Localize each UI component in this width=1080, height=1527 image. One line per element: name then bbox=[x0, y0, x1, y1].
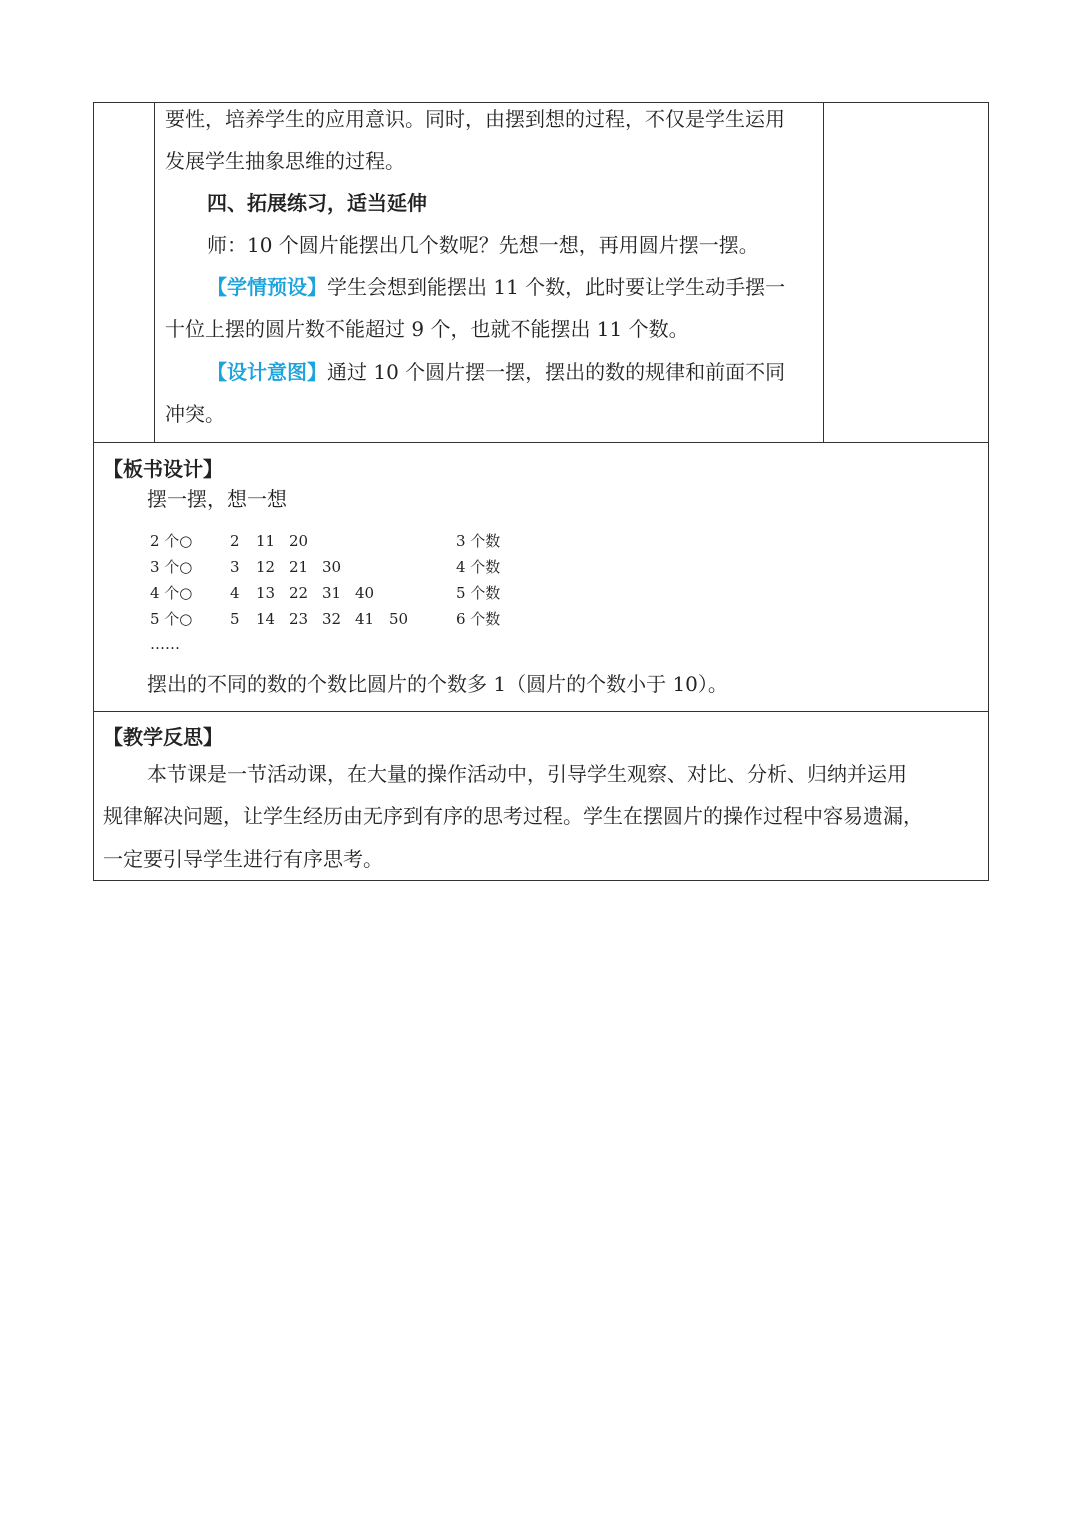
row-label: 3 个○ bbox=[150, 558, 193, 576]
board-conclusion: 摆出的不同的数的个数比圆片的个数多 1（圆片的个数小于 10）。 bbox=[147, 672, 728, 696]
text-line: 发展学生抽象思维的过程。 bbox=[165, 149, 405, 173]
row-number: 50 bbox=[389, 610, 409, 628]
row-number: 40 bbox=[355, 584, 375, 602]
reflection-text-line: 规律解决问题，让学生经历由无序到有序的思考过程。学生在摆圆片的操作过程中容易遗漏， bbox=[103, 804, 923, 828]
board-design-subtitle: 摆一摆，想一想 bbox=[147, 487, 287, 511]
row-count: 3 个数 bbox=[456, 532, 501, 550]
row-number: 21 bbox=[289, 558, 309, 576]
table-left-border bbox=[93, 102, 94, 881]
intent-tag: 【设计意图】 bbox=[207, 360, 327, 384]
inner-column-right bbox=[823, 102, 824, 443]
reflection-text-line: 本节课是一节活动课，在大量的操作活动中，引导学生观察、对比、分析、归纳并运用 bbox=[147, 762, 907, 786]
row-number: 14 bbox=[256, 610, 276, 628]
row-number: 2 bbox=[230, 532, 240, 550]
row-count: 6 个数 bbox=[456, 610, 501, 628]
ellipsis: …… bbox=[150, 635, 180, 653]
row-number: 20 bbox=[289, 532, 309, 550]
board-design-title: 【板书设计】 bbox=[103, 457, 223, 481]
row-label: 2 个○ bbox=[150, 532, 193, 550]
row-number: 22 bbox=[289, 584, 309, 602]
reflection-title: 【教学反思】 bbox=[103, 725, 223, 749]
lesson-content-cell bbox=[155, 103, 823, 442]
section-heading: 四、拓展练习，适当延伸 bbox=[207, 191, 427, 215]
row-number: 32 bbox=[322, 610, 342, 628]
row-number: 41 bbox=[355, 610, 375, 628]
preset-tag: 【学情预设】 bbox=[207, 275, 327, 299]
text-line: 十位上摆的圆片数不能超过 9 个，也就不能摆出 11 个数。 bbox=[165, 317, 689, 341]
preset-paragraph bbox=[207, 273, 785, 301]
text-line: 冲突。 bbox=[165, 402, 225, 426]
row-divider-1 bbox=[93, 442, 989, 443]
row-number: 3 bbox=[230, 558, 240, 576]
row-count: 4 个数 bbox=[456, 558, 501, 576]
row-number: 5 bbox=[230, 610, 240, 628]
row-divider-2 bbox=[93, 711, 989, 712]
row-count: 5 个数 bbox=[456, 584, 501, 602]
intent-paragraph bbox=[207, 358, 785, 386]
row-number: 13 bbox=[256, 584, 276, 602]
row-number: 31 bbox=[322, 584, 342, 602]
preset-text: 学生会想到能摆出 11 个数，此时要让学生动手摆一 bbox=[327, 275, 786, 299]
row-number: 11 bbox=[256, 532, 276, 550]
row-number: 4 bbox=[230, 584, 240, 602]
text-line: 要性，培养学生的应用意识。同时，由摆到想的过程，不仅是学生运用 bbox=[165, 107, 785, 131]
teacher-line: 师：10 个圆片能摆出几个数呢？先想一想，再用圆片摆一摆。 bbox=[207, 233, 759, 257]
row-number: 30 bbox=[322, 558, 342, 576]
row-label: 5 个○ bbox=[150, 610, 193, 628]
row-label: 4 个○ bbox=[150, 584, 193, 602]
row-number: 23 bbox=[289, 610, 309, 628]
table-right-border bbox=[988, 102, 989, 881]
row-number: 12 bbox=[256, 558, 276, 576]
intent-text: 通过 10 个圆片摆一摆，摆出的数的规律和前面不同 bbox=[327, 360, 786, 384]
reflection-text-line: 一定要引导学生进行有序思考。 bbox=[103, 847, 383, 871]
table-bottom-border bbox=[93, 880, 989, 881]
